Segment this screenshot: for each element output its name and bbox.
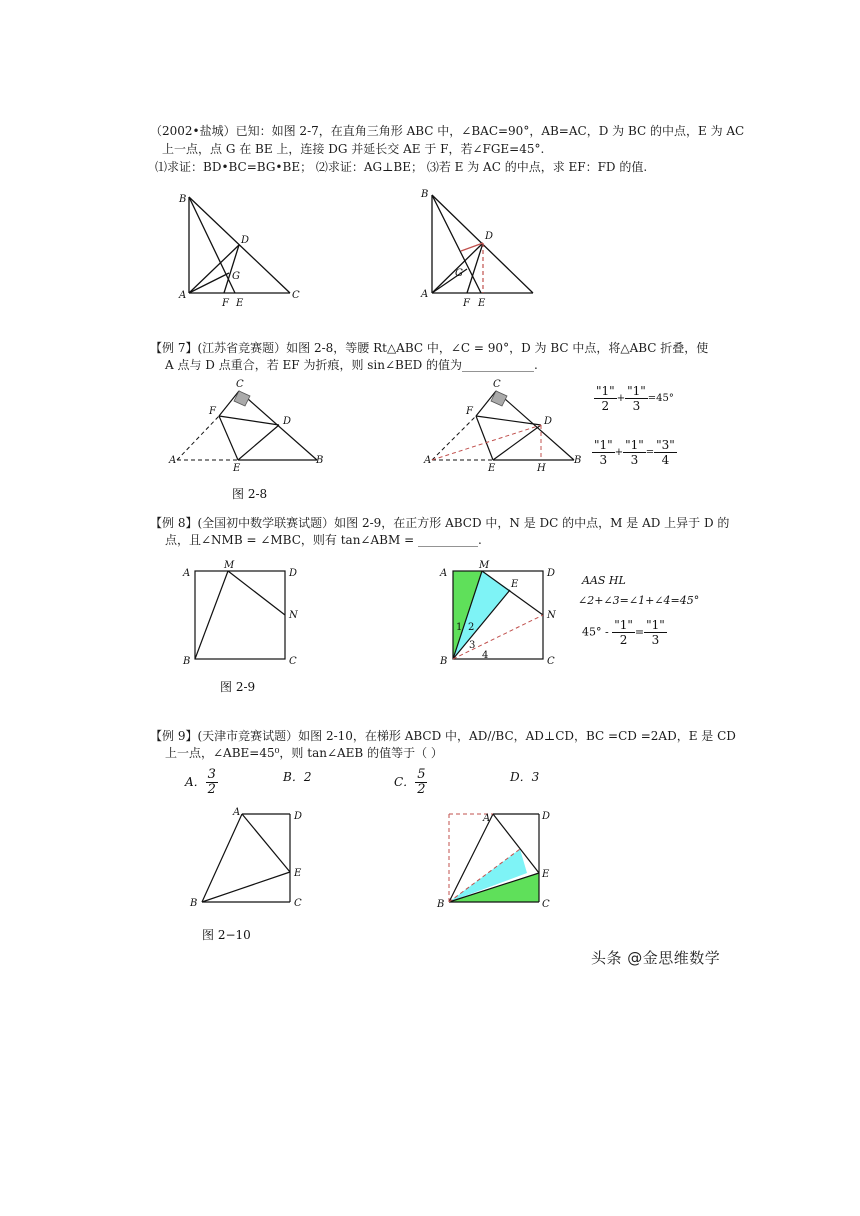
watermark: 头条 @金思维数学 [591,949,721,967]
label-c: C [542,899,550,910]
label-a: A [183,568,191,579]
label-m: M [224,560,235,571]
label-d: D [544,416,553,427]
label-f: F [466,406,473,417]
label-m: M [479,560,490,571]
problem-1-line-2: 上一点，点 G 在 BE 上，连接 DG 并延长交 AE 于 F，若∠FGE=45°. [162,142,545,156]
label-a: A [440,568,448,579]
figure-2-9-right [435,560,565,670]
note-fraction-sum: $\frac{"1"}{3}$ + $\frac{"1"}{3}$ = $\frac{"3"}{4}$ [594,438,675,467]
label-a: A [233,807,241,818]
figure-2-8-right [420,378,590,473]
label-b: B [440,656,448,667]
label-b: B [183,656,191,667]
problem-4-line-2: 上一点，∠ABE=45⁰，则 tan∠AEB 的值等于（ ） [165,746,443,760]
label-c: C [547,656,555,667]
label-a: A [179,290,187,301]
label-a: A [483,813,491,824]
figure-2-10-caption: 图 2−10 [202,928,251,942]
note-45-minus: 45° - $\frac{"1"}{2}$ = $\frac{"1"}{3}$ [582,618,665,647]
label-e: E [511,579,519,590]
label-d: D [241,235,250,246]
label-d: D [547,568,556,579]
note-angle-sum: ∠2+∠3=∠1+∠4=45° [578,594,700,607]
figure-2-7-right [415,183,555,313]
label-c: C [294,898,302,909]
figure-2-8-left [165,378,335,473]
angle-label-1: 1 [456,622,463,633]
label-c: C [493,379,501,390]
option-c: C． $\frac{5}{2}$ [394,767,426,797]
option-a: A． $\frac{3}{2}$ [185,767,216,797]
label-g: G [232,271,240,282]
figure-2-8-caption: 图 2-8 [232,487,268,501]
label-f: F [463,298,470,309]
label-f: F [209,406,216,417]
problem-4-line-1: 【例 9】(天津市竞赛试题）如图 2-10，在梯形 ABCD 中，AD//BC，AD⊥CD，BC =CD =2AD，E 是 CD [150,729,736,743]
figure-2-10-left [185,805,315,915]
label-b: B [574,455,582,466]
label-b: B [421,189,429,200]
figure-2-7-left [170,185,320,315]
label-d: D [485,231,494,242]
problem-1-line-1: （2002•盐城）已知：如图 2-7，在直角三角形 ABC 中，∠BAC=90°，AB=AC，D 为 BC 的中点，E 为 AC [150,124,745,138]
label-e: E [542,869,550,880]
label-c: C [292,290,300,301]
problem-2-line-1: 【例 7】(江苏省竞赛题）如图 2-8，等腰 Rt△ABC 中，∠C = 90°，D 为 BC 中点，将△ABC 折叠，使 [150,341,709,355]
figure-2-9-caption: 图 2-9 [220,680,256,694]
label-a: A [424,455,432,466]
label-e: E [478,298,486,309]
label-e: E [294,868,302,879]
angle-label-4: 4 [482,650,489,661]
label-a: A [421,289,429,300]
label-h: H [537,463,546,473]
problem-3-line-2: 点，且∠NMB = ∠MBC，则有 tan∠ABM = __________. [165,533,482,547]
note-aas-hl: AAS HL [582,574,626,587]
label-d: D [289,568,298,579]
problem-3-line-1: 【例 8】(全国初中数学联赛试题）如图 2-9，在正方形 ABCD 中，N 是 DC 的中点，M 是 AD 上异于 D 的 [150,516,730,530]
label-c: C [289,656,297,667]
problem-1-line-3: ⑴求证：BD•BC=BG•BE； ⑵求证：AG⊥BE； ⑶若 E 为 AC 的中点，求 EF：FD 的值. [155,160,648,174]
problem-2-line-2: A 点与 D 点重合，若 EF 为折痕，则 sin∠BED 的值为____________. [165,358,538,372]
label-g: G [455,268,463,279]
label-a: A [169,455,177,466]
label-d: D [283,416,292,427]
label-b: B [190,898,198,909]
label-e: E [236,298,244,309]
option-d: D．3 [510,770,540,784]
label-d: D [294,811,303,822]
label-n: N [547,610,556,621]
note-fraction-sum-45: $\frac{"1"}{2}$ + $\frac{"1"}{3}$ =45° [596,384,674,413]
label-f: F [222,298,229,309]
label-b: B [179,194,187,205]
label-b: B [316,455,324,466]
label-c: C [236,379,244,390]
label-d: D [542,811,551,822]
label-b: B [437,899,445,910]
angle-label-3: 3 [469,640,476,651]
label-e: E [233,463,241,473]
figure-2-10-right [432,803,562,915]
label-n: N [289,610,298,621]
option-b: B．2 [283,770,312,784]
label-e: E [488,463,496,473]
angle-label-2: 2 [468,622,475,633]
figure-2-9-left [178,560,308,670]
